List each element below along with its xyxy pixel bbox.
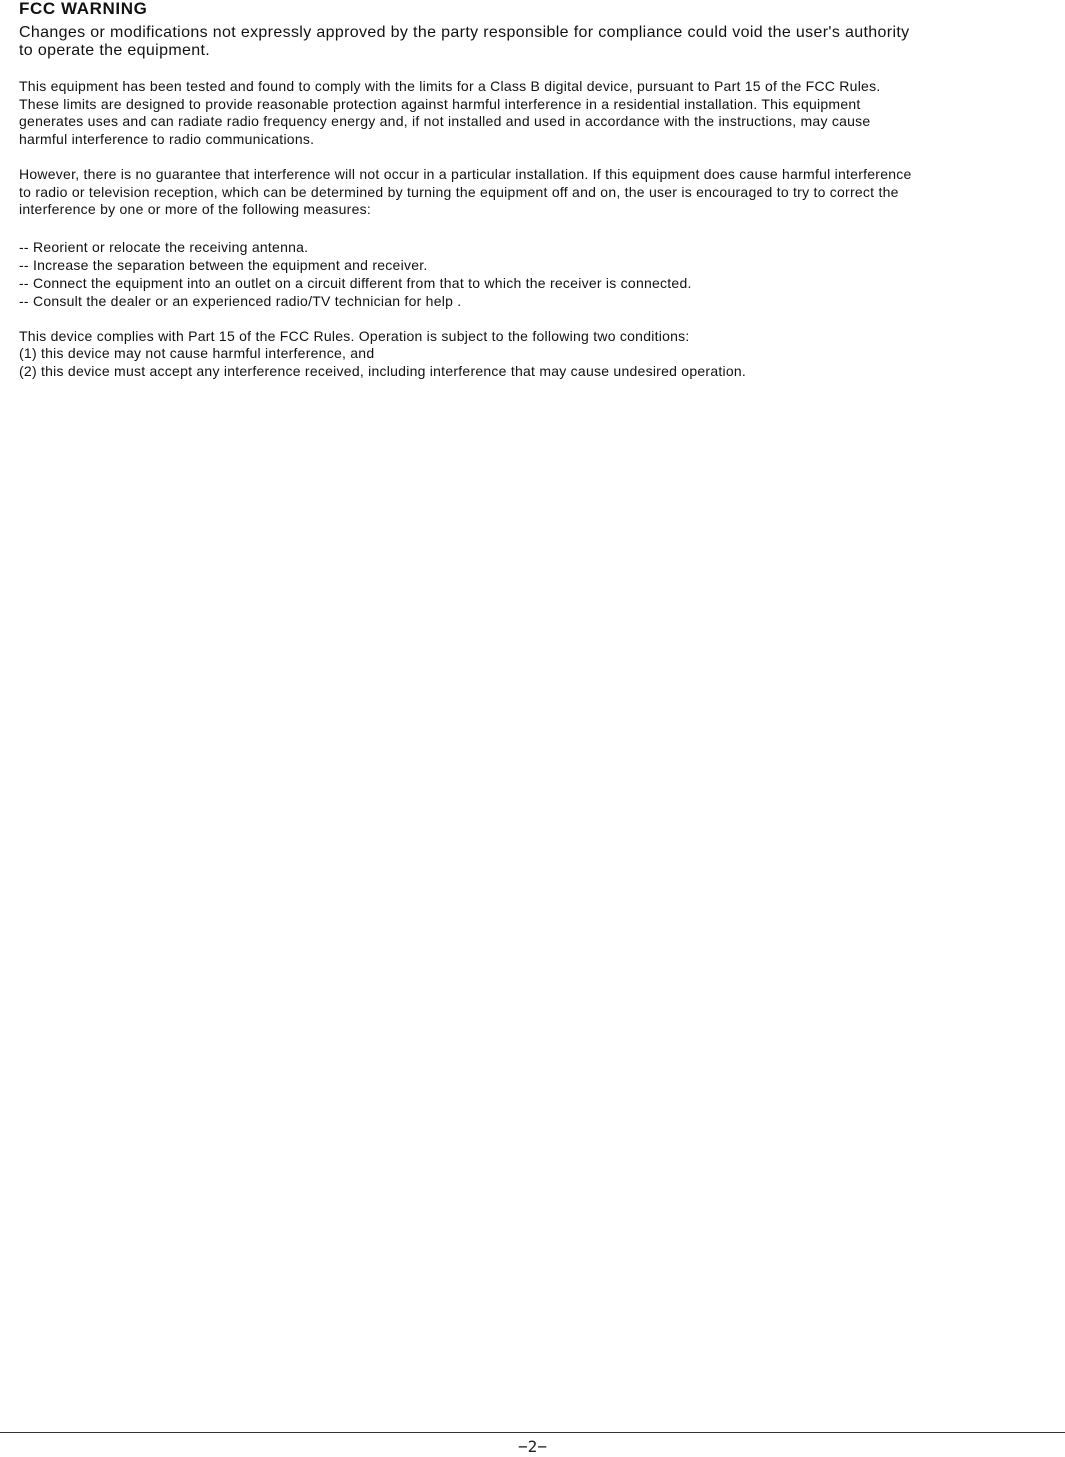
conditions-paragraph bbox=[19, 328, 1063, 381]
compliance-paragraph bbox=[19, 78, 1063, 148]
intro-paragraph bbox=[19, 24, 1063, 60]
paragraph-line: generates uses and can radiate radio frequency energy and, if not installed and used in accordance with the instructions, may cause bbox=[19, 113, 871, 129]
paragraph-line: harmful interference to radio communications. bbox=[19, 130, 315, 147]
paragraph-line: to radio or television reception, which can be determined by turning the equipment off and on, the user is encouraged to try to correct the bbox=[19, 183, 899, 200]
intro-line: Changes or modifications not expressly approved by the party responsible for compliance could void the user's authority bbox=[19, 24, 910, 41]
paragraph-line: This equipment has been tested and found to comply with the limits for a Class B digital device, pursuant to Part 15 of the FCC Rules. bbox=[19, 78, 881, 94]
paragraph-line: (1) this device may not cause harmful interference, and bbox=[19, 345, 375, 361]
page-title: FCC WARNING bbox=[19, 0, 148, 18]
list-item: -- Increase the separation between the equipment and receiver. bbox=[19, 256, 428, 273]
paragraph-line: However, there is no guarantee that interference will not occur in a particular installation. If this equipment does cause harmful interference bbox=[19, 166, 912, 182]
interference-paragraph bbox=[19, 166, 1063, 219]
list-item: -- Consult the dealer or an experienced radio/TV technician for help . bbox=[19, 292, 462, 309]
intro-line: to operate the equipment. bbox=[19, 42, 211, 59]
measures-list bbox=[19, 238, 1063, 310]
paragraph-line: These limits are designed to provide reasonable protection against harmful interference in a residential installation. This equipment bbox=[19, 95, 861, 112]
list-item: -- Reorient or relocate the receiving antenna. bbox=[19, 238, 309, 255]
paragraph-line: interference by one or more of the following measures: bbox=[19, 201, 372, 217]
page-number: −2− bbox=[518, 1437, 547, 1456]
paragraph-line: This device complies with Part 15 of the FCC Rules. Operation is subject to the following two conditions: bbox=[19, 327, 690, 344]
document-content bbox=[19, 0, 1063, 380]
list-item: -- Connect the equipment into an outlet on a circuit different from that to which the receiver is connected. bbox=[19, 274, 692, 291]
footer-divider bbox=[0, 1432, 1065, 1433]
paragraph-line: (2) this device must accept any interference received, including interference that may cause undesired operation. bbox=[19, 362, 747, 379]
